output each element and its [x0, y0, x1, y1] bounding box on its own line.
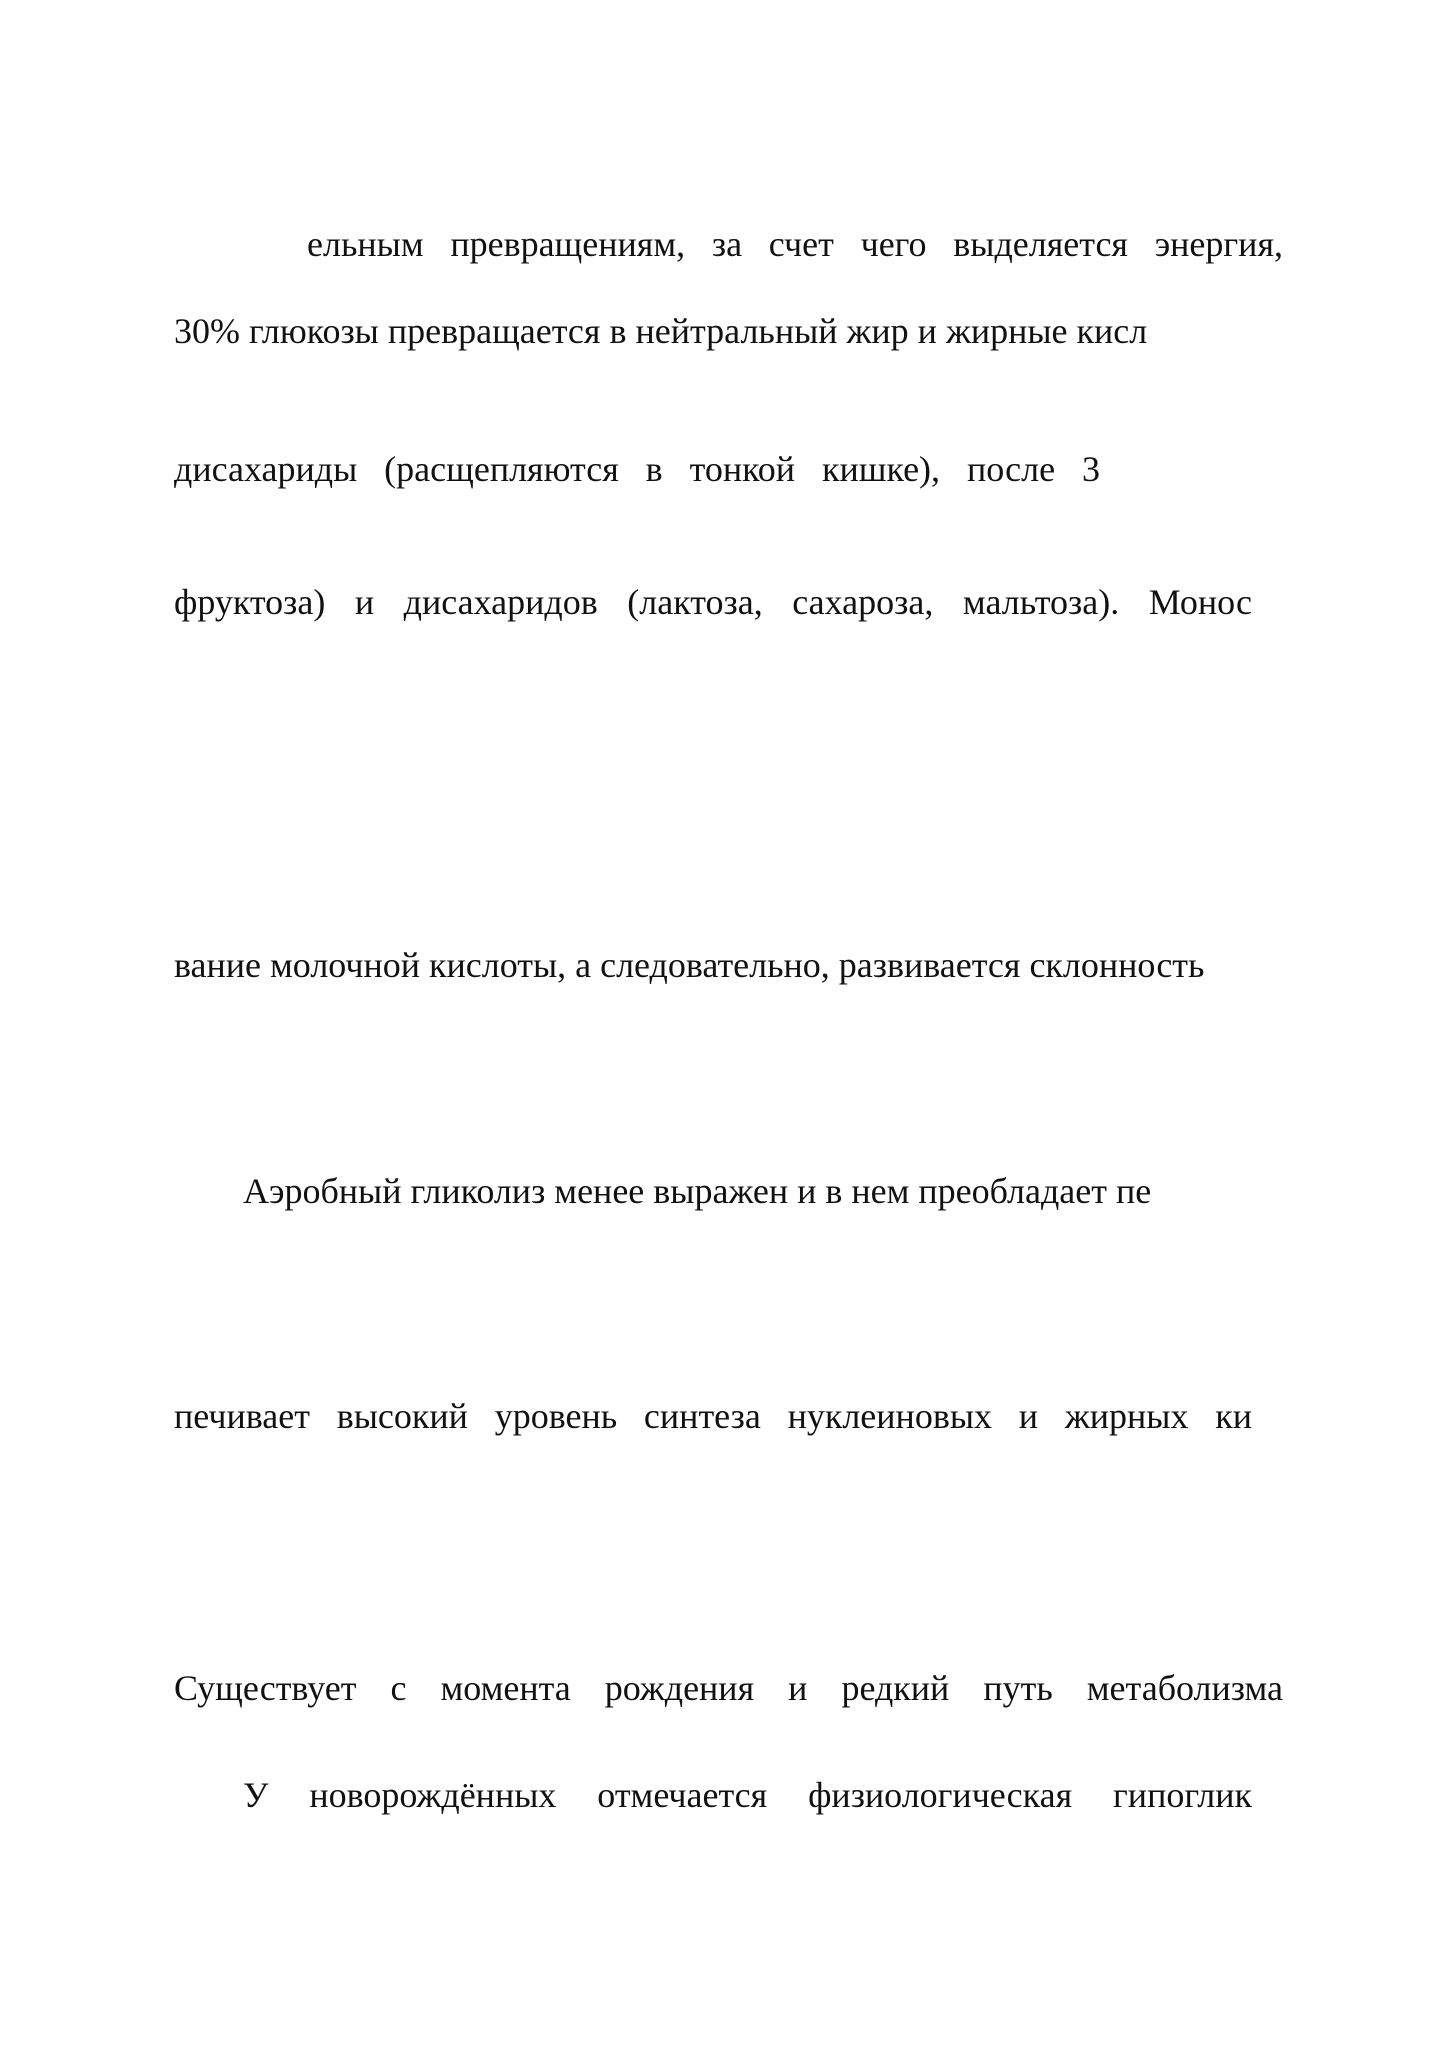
- text-line-2: 30% глюкозы превращается в нейтральный жир и жирные кисл: [174, 311, 1148, 351]
- text-line-7: печивает высокий уровень синтеза нуклеиновых и жирных ки: [174, 1396, 1252, 1436]
- text-line-9: У новорождённых отмечается физиологическая гипоглик: [243, 1775, 1252, 1815]
- text-line-4: фруктоза) и дисахаридов (лактоза, сахароза, мальтоза). Монос: [174, 582, 1252, 622]
- text-line-6: Аэробный гликолиз менее выражен и в нем преобладает пе: [243, 1171, 1152, 1211]
- text-line-8: Существует с момента рождения и редкий путь метаболизма: [174, 1668, 1283, 1708]
- text-line-5: вание молочной кислоты, а следовательно, развивается склонность: [174, 945, 1205, 985]
- text-line-3: дисахариды (расщепляются в тонкой кишке), после 3: [174, 449, 1100, 489]
- text-line-1: ельным превращениям, за счет чего выделяется энергия,: [307, 224, 1283, 264]
